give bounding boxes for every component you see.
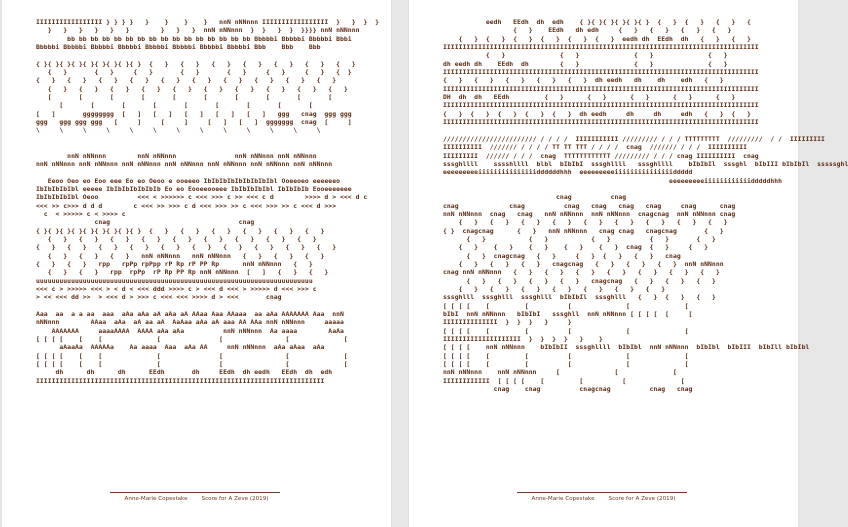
score-line: { } { } { } nnN nNNnnn nnN nNNnnn { } { } { } [36, 251, 325, 260]
score-line: AAAAAAA aaaaAAAA AAAA aAa aAa nnN nNNnnn Aa aaaa AaAa [36, 326, 344, 335]
score-line: IIIIIIIIIIIIIIIIIIIIIIIIIIIIIIIIIIIIIIIIIIIIIIIIIIIIIIIIIIIIIIIIIIIIIIIIIIIIIIIII [443, 101, 759, 110]
score-line: } } } } } } } } } nnN nNNnnn } } } } }}}} nnN nNNnnn [36, 26, 360, 35]
score-line: { } cnagcnag { } nnN nNNnnn cnag cnag cnagcnag { } [443, 226, 724, 235]
score-line: IbIbIbIbIbl Oeoo <<< < >>>>>> c <<< >>> c >> <<< c d >>>> d > <<< d c [36, 193, 368, 202]
score-line [443, 185, 773, 193]
score-line: Bbbbbi Bbbbbi Bbbbbi Bbbbbi Bbbbbi Bbbbbi Bbbbbi Bbbbbi Bbb Bbb Bbb [36, 43, 321, 52]
score-line: [ [ [ [ [ [ [ [ [ [ [36, 335, 348, 344]
score-line: nnN nNNnnn nnN nNNnnn nnN nNNnnn nnN nNNnnn [36, 151, 317, 160]
page-footer [409, 496, 798, 502]
score-line: IIIIIIIIIIIIIIIIIIIIIIIIIIIIIIIIIIIIIIIIIIIIIIIIIIIIIIIIIIIIIIIIIIIIIIIIIIIIIIIII [443, 43, 759, 52]
score-line: IIIIIIIIIIIIIIIII } } } } } } } } nnN nNNnnn IIIIIIIIIIIIIIIII } } } } [36, 18, 379, 26]
score-line: { } EEdh dh edh { } { } { } { } [443, 26, 732, 35]
score-line: nNNnnn AAaa aAa aA aa aA AaAaa aAa aA aaa AA AAa nnN nNNnnn aaaaa [36, 318, 344, 327]
score-line: IIIIIIIIIIIIIIIIIIIIIIIIIIIIIIIIIIIIIIIIIIIIIIIIIIIIIIIIIIIIIIIIIIIIIIIIIIIIIIIII [443, 68, 759, 77]
score-line: { } { } { } { } { } { } { } { } [36, 68, 352, 77]
score-line: cnag cnag [443, 193, 627, 202]
score-line: { } { } { } { } { } { } { } { } { } [36, 234, 317, 243]
score-line: > << <<< dd >> > <<< d > >>> c <<< <<< >>>> d > <<< cnag [36, 293, 282, 302]
footer-rule [517, 492, 687, 493]
footer-rule [110, 492, 280, 493]
score-line: { } { } { } cnagcnag { } { } { } nnN nNNnnn [443, 259, 724, 268]
score-line [36, 302, 366, 310]
score-line: eeeeeeeeeiiiiiiiiiiiiiiiddddddhhh eeeeeeeeeiiiiiiiiiiiiiiiddddd [443, 168, 693, 177]
score-line: { } { } { } { } { } { } { } [443, 285, 666, 293]
score-line: [ [ [ [ [ [ [ [ [ [ [36, 351, 348, 360]
score-line: aAaaAa AAAAAa Aa aaaa Aaa aAa AA nnN nNNnnn aAa aAaa aAa [36, 343, 325, 352]
score-line: { } cnagcnag { } { } { } { } cnag [443, 251, 681, 260]
score-line: { } { } { } { } { } cnag { } { } [443, 243, 709, 252]
score-line: uuuuuuuuuuuuuuuuuuuuuuuuuuuuuuuuuuuuuuuuuuuuuuuuuuuuuuuuuuuuuuuuuuuuuuu [36, 276, 313, 285]
page-footer [2, 496, 391, 502]
score-line: dh eedh dh EEdh dh { } { } { } [443, 59, 728, 68]
score-line [36, 51, 366, 59]
score-line: Aaa aa a a aa aaa aAa aAa aA aAa aA AAaa Aaa AAaaa aa aAa AAAAAAA Aaa nnN [36, 310, 344, 319]
score-line: sssghllll sssshllll blbl bIbIbI sssghllll sssghllll bIbIbIl sssghl bIbIII bIbIbIl sssssghl [443, 159, 848, 168]
score-line: [ [ [ [ [ [ [ [ [ [443, 360, 689, 369]
score-line: { } { } { } { } { } { } eedh dh EEdh dh { } { } [443, 34, 751, 43]
score-line: sssghlll sssghlll sssghlll bIbIbIl sssghlll { } { } { } [443, 293, 716, 302]
score-line: Eeoo Oeo eo Eoo eee Eo eo Oeoo e ooeeeo IbIbIbIbIbIbIbIbIbl Ooeeoeo eeeeeeo [36, 176, 341, 185]
score-line: { } { } { } { } { } { } { } { } { } { } [36, 84, 348, 93]
score-line: c < >>>>> c < >>>> c [36, 209, 126, 218]
score-line: IIIIIIIIII /////// / / / / TT TT TTT / / / / cnag /////// / / / IIIIIIIIII [443, 143, 748, 152]
score-line: { } { } { } { } { } dh eedh dh dh edh { } { } [443, 109, 751, 118]
score-line: cnag nnN nNNnnn { } { } { } { } { } { } { } [443, 268, 720, 277]
footer-title: Score for A Zeve (2019) [201, 496, 269, 502]
score-line: { } { } { } { } cnagcnag { } { } { } [443, 276, 716, 285]
score-line [36, 135, 366, 143]
score-line: { }{ }{ }{ }{ }{ }{ }{ }{ } { } { } { } { } { } { } [36, 226, 325, 235]
score-line: [ ] gggggggg [ ] [ ] [ ] [ ] [ ] ggg cnag ggg ggg [36, 109, 352, 118]
score-line: IIIIIIIIIIIIIIIIIIII } } } } } } [443, 335, 603, 344]
page-left [2, 0, 391, 527]
footer-title: Score for A Zeve (2019) [608, 496, 676, 502]
score-line: [ [ [ [ [ [ [ [ [ [443, 301, 689, 310]
score-line: //////////////////////// / / / / IIIIIIIIIII ///////// / / / TTTTTTTTT ///////// / / IIIIIIIII [443, 134, 825, 143]
score-line: cnag cnag cnagcnag cnag cnag [443, 385, 693, 394]
score-line: { } { } rpp rpPp rpPpp rP Rp rP PP Rp nnN nNNnnn { } [36, 259, 313, 268]
score-line: IIIIIIIIIIIIIIIIIIIIIIIIIIIIIIIIIIIIIIIIIIIIIIIIIIIIIIIIIIIIIIIIIIIIIIIIIIIIIIIII [443, 84, 759, 93]
score-line: cnag cnag cnag cnag cnag cnag cnag cnag [443, 201, 736, 210]
score-line: ggg ggg ggg ggg [ ] [ ] [ ] [ ] ggggggg cnag [ ] [36, 118, 352, 127]
score-line: [ [ [ [ nnN nNNnnn bIbIbII sssghllll bIbIbl nnN nNNnnn bIbIbl bIbIII bIbIll bIbIbl [443, 343, 810, 352]
score-line: [ [ [ [ [ [ [ [ [ [ [36, 93, 333, 102]
score-line: { }{ }{ }{ }{ }{ }{ }{ }{ } { } { } { } { } { } { } { } [36, 59, 356, 68]
score-line: IIIIIIIIIIIIII } } } } } [443, 318, 572, 327]
score-line [36, 168, 366, 176]
score-line: { } { } { } { } { } { } { } { } { } [443, 218, 728, 227]
score-line: cnag cnag [36, 218, 255, 227]
score-line: IIIIIIIIIIIIIIIIIIIIIIIIIIIIIIIIIIIIIIIIIIIIIIIIIIIIIIIIIIIIIIIIIIIIIIIIIIIIIIIII [443, 118, 759, 127]
score-line: { } { } { } { } { } [443, 234, 716, 243]
score-line: <<< >> c>>> d d d c <<< >> >>> c d <<< >>> >> c <<< >>> >> c <<< d >>> [36, 201, 337, 210]
score-line [36, 143, 366, 151]
score-line: [ [ [ [ [ [ [ [ [ [36, 101, 313, 110]
score-line: nnN nNNnnn nnN nNNnnn nnN nNNnnn nnN nNNnnn nnN nNNnnn nnN nNNnnn nnN nNNnnn [36, 159, 333, 168]
footer-author: Anne-Marie Copestake [124, 496, 188, 502]
score-line: { } { } { } { } { } { } { } { } { } { } [36, 243, 337, 252]
page-text-body [36, 18, 379, 474]
score-line: DH dh dh EEdh { } { } { } { } { } [443, 93, 736, 102]
score-line: bIbI nnN nNNnnn bIbIbI sssghll nnN nNNnnn [ [ [ [ [ [ [443, 310, 693, 319]
score-line: dh dh dh EEdh dh EEdh dh eedh EEdh dh edh [36, 368, 333, 377]
score-line: { } { } { } { } [443, 51, 728, 60]
score-line: { } { } { } { } { } dh eedh dh dh edh { } [443, 76, 724, 85]
score-line: { } { } rpp rpPp rP Rp PP Rp nnN nNNnnn [ ] { } { } [36, 268, 329, 277]
score-line: nnN nNNnnn nnN nNNnnn [ [ [ [443, 368, 677, 377]
score-line: IIIIIIIIIIII [ [ [ [ [ [ [ [ [443, 376, 685, 385]
page-right [409, 0, 848, 527]
score-line: IbIbIbIbIbl eeeee IbIbIbIbIbIbIb Eo eo Eooeeooeee IbIbIbIbIbl IbIbIbIb Eooeeeeeee [36, 184, 352, 193]
score-line: IIIIIIIIIIIIIIIIIIIIIIIIIIIIIIIIIIIIIIIIIIIIIIIIIIIIIIIIIIIIIIIIIIIIIIIIII [36, 376, 325, 385]
page-text-body [443, 18, 848, 474]
score-line: <<< c > >>>>> <<< > < d < <<< ddd >>>> c > <<< d <<< > >>>>> d <<< >>> c [36, 285, 317, 293]
score-line: eedh EEdh dh edh { }{ }{ }{ }{ }{ } { } { } { } { [443, 18, 751, 26]
score-line: eeeeeeeeeiiiiiiiiiiiidddddhhh [443, 176, 783, 185]
score-line: nnN nNNnnn cnag cnag nnN nNNnnn nnN nNNnnn cnagcnag nnN nNNnnn cnag [443, 209, 736, 218]
score-line: IIIIIIIII ////// / / / cnag TTTTTTTTTTTT ///////// / / / cnag IIIIIIIIII cnag [443, 151, 759, 160]
footer-author: Anne-Marie Copestake [531, 496, 595, 502]
score-line: [ [ [ [ [ [ [ [ [ [443, 326, 689, 335]
score-line: [ [ [ [ [ [ [ [ [ [443, 351, 689, 360]
score-line [443, 126, 773, 134]
score-line: \ \ \ \ \ \ \ \ \ \ \ \ \ [36, 126, 321, 135]
score-line: bb bb bb bb bb bb bb bb bb bb bb bb bb bb bb bb Bbbbbi Bbbbbi Bbbbbi Bbbi [36, 34, 352, 43]
score-line: [ [ [ [ [ [ [ [ [ [ [36, 360, 348, 369]
score-line: { } { } { } { } { } { } { } { } { } { } [36, 76, 337, 85]
